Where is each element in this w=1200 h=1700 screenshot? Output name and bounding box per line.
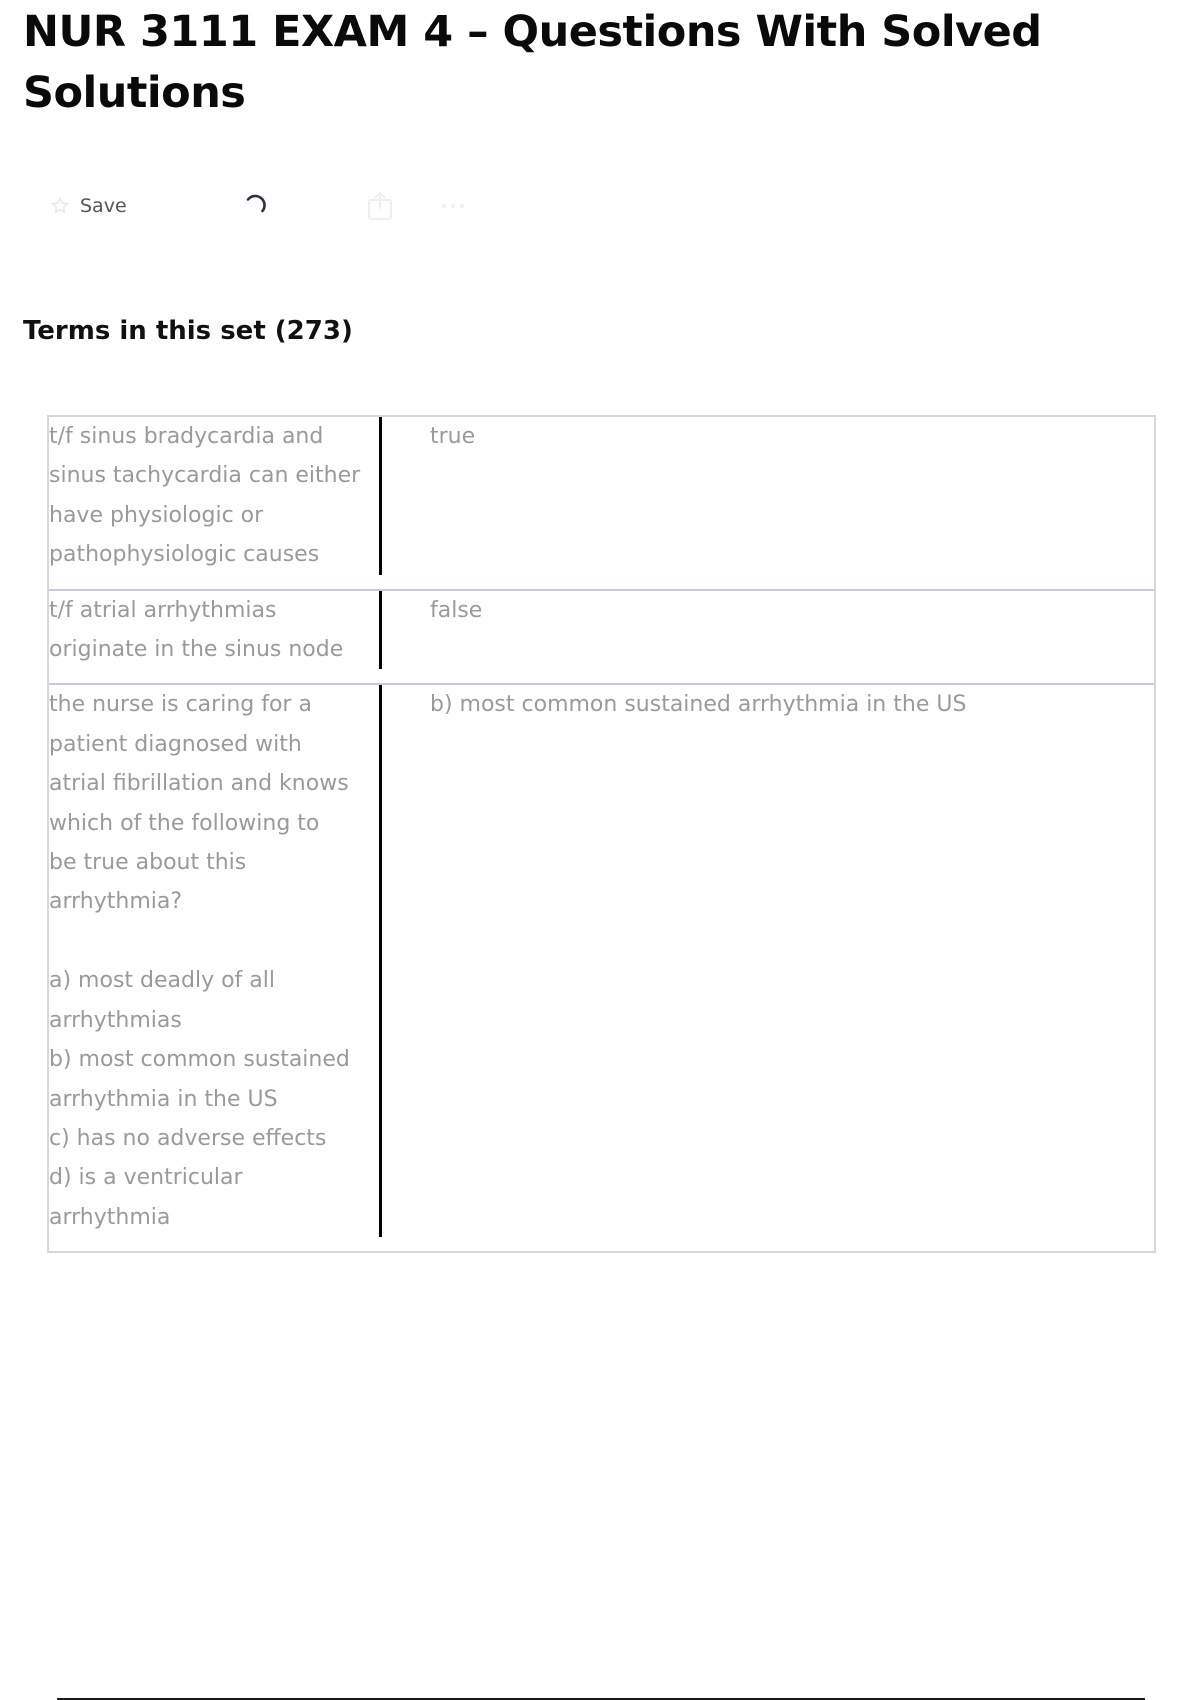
term-row xyxy=(49,685,1154,1251)
term-text: the nurse is caring for a patient diagnosed with atrial fibrillation and knows which of the following to be true about this arrhythmia? a) most deadly of all arrhythmias b) most common sustained arrhythmia in the US c) has no adverse effects d) is a ventricular arrhythmia xyxy=(49,692,350,1230)
share-icon[interactable] xyxy=(366,191,394,221)
term-row xyxy=(49,591,1154,686)
definition-text: false xyxy=(430,597,483,623)
definition-text: b) most common sustained arrhythmia in the US xyxy=(430,692,967,718)
toolbar xyxy=(50,190,490,222)
page-title: NUR 3111 EXAM 4 – Questions With Solved Solutions xyxy=(23,7,1042,118)
save-label: Save xyxy=(80,195,127,217)
term-text: t/f sinus bradycardia and sinus tachycardia can either have physiologic or pathophysiologic causes xyxy=(49,424,361,568)
terms-table xyxy=(47,415,1156,1253)
star-icon xyxy=(50,196,70,216)
more-icon[interactable] xyxy=(436,194,470,218)
term-row xyxy=(49,417,1154,591)
terms-heading: Terms in this set (273) xyxy=(23,316,353,346)
definition-text: true xyxy=(430,424,476,449)
loading-spinner-icon xyxy=(243,193,269,219)
save-button[interactable] xyxy=(50,190,127,222)
term-text: t/f atrial arrhythmias originate in the sinus node xyxy=(49,597,344,663)
